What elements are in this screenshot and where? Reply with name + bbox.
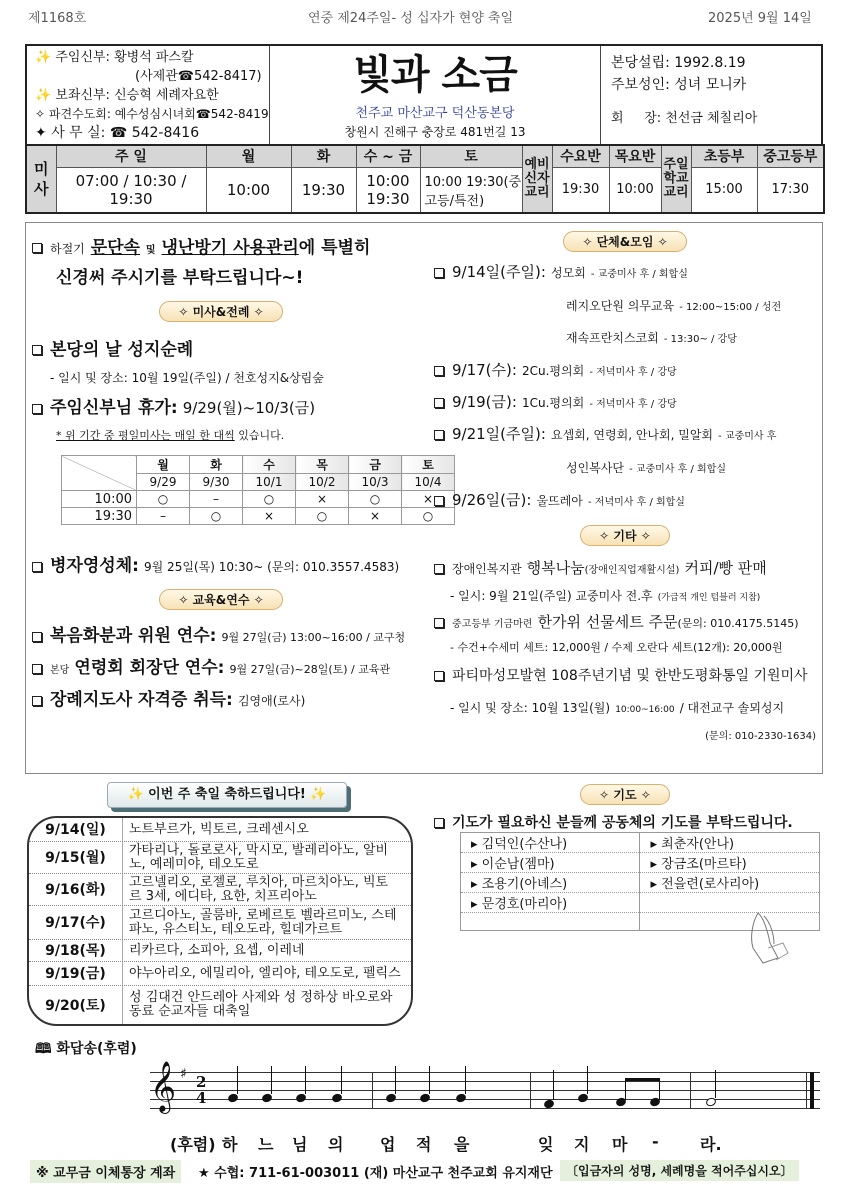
- lyric-syllable: 님: [292, 1135, 308, 1154]
- etc-item-3: [434, 665, 808, 685]
- edu2-prefix: 본당: [50, 665, 70, 676]
- group-name: 1Cu.평의회: [522, 396, 585, 410]
- list-item: [29, 874, 413, 906]
- etc3-date: - 일시 및 장소: 10월 13일(월): [450, 701, 611, 715]
- group-date: 9/19(금):: [452, 393, 517, 411]
- mass-label: 미사: [26, 145, 56, 213]
- section-education: [26, 589, 416, 610]
- checkbox-icon: [434, 564, 444, 574]
- group-detail: - 교중미사 후 / 회합실: [629, 464, 727, 475]
- feast-date: 9/17(수): [29, 906, 123, 939]
- section-liturgy-label: ✧ 미사&전례 ✧: [159, 301, 282, 322]
- group-date: 9/14일(주일):: [452, 263, 546, 281]
- date-header: 9/30: [190, 474, 243, 491]
- feast-names: 야누아리오, 에밀리아, 엘리야, 테오도로, 펠릭스: [129, 966, 401, 981]
- pastor-label: 주임신부: 황병석 파스칼: [55, 50, 194, 65]
- date-header: 9/29: [137, 474, 190, 491]
- time-elementary: 15:00: [691, 167, 757, 213]
- checkbox-icon: [32, 345, 42, 355]
- etc1-c: (장애인직업재활시설): [584, 565, 680, 576]
- edu1-title: 복음화분과 위원 연수:: [50, 626, 217, 646]
- religious-label: 파견수도회: 예수성심시녀회☎542-8419: [48, 107, 269, 121]
- vacation-note-underlined: * 위 기간 중 평일미사는 매일 한 대씩: [56, 429, 235, 442]
- list-item: ▸ 이순남(젬마) ▸ 장금조(마르타): [461, 853, 820, 873]
- vacation-title: [32, 393, 315, 418]
- sunday-school-label: 주일학교 교리: [661, 145, 691, 213]
- list-item: ▸ 조용기(아녜스) ▸ 전을련(로사리아): [461, 873, 820, 893]
- mark-cell: ○: [349, 491, 402, 508]
- header-wed-fri: 수 ~ 금: [356, 145, 420, 167]
- time-cell: 10:00: [62, 491, 137, 508]
- issue-date: 2025년 9월 14일: [708, 11, 812, 26]
- lyric-syllable: 하: [222, 1135, 238, 1154]
- checkbox-icon: [434, 818, 444, 828]
- section-education-label: ✧ 교육&연수 ✧: [159, 589, 282, 610]
- group-name: 성인복사단: [566, 461, 624, 475]
- parish-info: [600, 46, 823, 146]
- day-header: 화: [190, 456, 243, 474]
- parish-address: 창원시 진해구 충장로 481번길 13: [344, 125, 526, 139]
- notice-hvac-text: 냉난방기 사용관리: [161, 238, 299, 258]
- mark-cell: ○: [137, 491, 190, 508]
- group-entry: [434, 261, 688, 282]
- time-thu-class: 10:00: [609, 167, 661, 213]
- issue-number: 제1168호: [28, 11, 87, 26]
- vacation-dates: 9/29(월)~10/3(금): [182, 399, 316, 417]
- list-item: [29, 962, 413, 986]
- feast-names: 고르넬리오, 로젤로, 루치아, 마르치아노, 빅토르 3세, 에디타, 요한, 치프리아노: [129, 875, 389, 904]
- sick-title: 병자영성체:: [50, 556, 139, 576]
- etc1-b: 행복나눔: [526, 559, 585, 577]
- prayer-title: 기도가 필요하신 분들께 공동체의 기도를 부탁드립니다.: [452, 815, 793, 831]
- etc3-time: 10:00~16:00: [615, 705, 675, 715]
- day-header: 목: [296, 456, 349, 474]
- day-header: 토: [402, 456, 455, 474]
- mark-cell: ×: [349, 508, 402, 525]
- clergy-info: [27, 46, 270, 146]
- group-date: 9/26일(금):: [452, 491, 532, 509]
- time-saturday: 10:00 19:30(중고등/특전): [420, 167, 522, 213]
- parish-name: 천주교 마산교구 덕산동본당: [355, 106, 515, 121]
- group-entry: [434, 489, 685, 510]
- group-entry: [566, 327, 737, 346]
- etc3-contact: (문의: 010-2330-1634): [705, 731, 816, 742]
- pilgrimage-detail: - 일시 및 장소: 10월 19일(주일) / 천호성지&상림숲: [50, 371, 324, 385]
- notice-doors: [32, 233, 370, 258]
- day-header: 금: [349, 456, 402, 474]
- group-detail: - 교중미사 후: [718, 431, 777, 442]
- mark-cell: ○: [190, 508, 243, 525]
- header-thu-class: 목요반: [609, 145, 661, 167]
- etc3-detail: [450, 697, 784, 716]
- edu3-detail: 김영애(로사): [237, 694, 306, 708]
- time-cell: 19:30: [62, 508, 137, 525]
- list-item: [29, 842, 413, 874]
- group-name: 레지오단원 의무교육: [566, 299, 675, 313]
- top-line: [0, 0, 848, 30]
- group-name: 울뜨레아: [536, 494, 583, 508]
- feast-title-banner: ✨ 이번 주 축일 축하드립니다! ✨: [107, 782, 347, 808]
- section-prayer-label: ✧ 기도 ✧: [580, 784, 670, 805]
- date-header: 10/4: [402, 474, 455, 491]
- section-groups-label: ✧ 단체&모임 ✧: [563, 231, 686, 252]
- religious-row: [35, 105, 269, 124]
- edu-item-3: [32, 685, 305, 710]
- lyric-syllable: -: [652, 1132, 659, 1151]
- rectory-phone: (사제관☎542-8417): [135, 69, 262, 84]
- checkbox-icon: [434, 671, 444, 681]
- etc-item-1: [434, 557, 767, 578]
- checkbox-icon: [32, 664, 42, 674]
- mark-cell: –: [137, 508, 190, 525]
- mark-cell: ×: [296, 491, 349, 508]
- group-name: 재속프란치스코회: [566, 331, 659, 345]
- prayer-name: 최춘자(안나): [661, 837, 735, 852]
- notice-suffix: 에 특별히: [298, 238, 371, 258]
- section-etc: [426, 525, 824, 546]
- feast-date: 9/15(월): [29, 842, 123, 873]
- feast-names: 성 김대건 안드레아 사제와 성 정하상 바오로와 동료 순교자들 대축일: [129, 990, 393, 1019]
- feast-date: 9/18(목): [29, 940, 123, 961]
- edu2-title: 연령회 회장단 연수:: [74, 658, 225, 678]
- book-icon: 🕮: [35, 1041, 52, 1057]
- edu2-detail: 9월 27일(금)~28일(토) / 교육관: [229, 663, 391, 676]
- group-entry: [566, 295, 781, 314]
- vacation-mass-table: [61, 455, 455, 525]
- prayer-name: 장금조(마르타): [661, 857, 747, 872]
- group-entry: [434, 359, 677, 380]
- edu-item-1: [32, 621, 405, 646]
- prayer-name: 김덕인(수산나): [481, 837, 568, 852]
- masthead: [25, 44, 823, 144]
- star-icon: ✦: [35, 125, 47, 141]
- group-entry: [434, 391, 677, 412]
- office-label: 사 무 실: ☎ 542-8416: [51, 125, 200, 141]
- time-tuesday: 19:30: [291, 167, 356, 213]
- mark-cell: ○: [402, 508, 455, 525]
- etc3-title: 파티마성모발현 108주년기념 및 한반도평화통일 기원미사: [452, 668, 808, 684]
- pastor-row: [35, 48, 269, 67]
- prayer-name: 문경호(마리아): [481, 897, 568, 912]
- music-staff: [150, 1061, 820, 1112]
- lyric-syllable: 을: [454, 1135, 470, 1154]
- header-elementary: 초등부: [691, 145, 757, 167]
- mark-cell: ○: [243, 491, 296, 508]
- feast-names: 노트부르가, 빅토르, 크레센시오: [129, 822, 309, 837]
- list-item: [29, 986, 413, 1026]
- header-secondary: 중고등부: [757, 145, 824, 167]
- section-groups: [426, 231, 824, 252]
- donation-label: ※ 교무금 이체통장 계좌: [30, 1160, 181, 1183]
- header-wed-class: 수요반: [552, 145, 609, 167]
- feast-names: 가타리나, 돌로로사, 막시모, 발레리아노, 알비노, 예레미야, 테오도로: [129, 843, 389, 872]
- list-item: ▸ 김덕인(수산나) ▸ 최춘자(안나): [461, 833, 820, 853]
- treble-clef-icon: 𝄞: [150, 1061, 177, 1112]
- checkbox-icon: [32, 562, 42, 572]
- sparkle-icon: ✨: [35, 88, 52, 103]
- checkbox-icon: [434, 618, 444, 628]
- group-detail: - 13:30~ / 강당: [663, 334, 737, 345]
- lyric-syllable: 잊: [538, 1135, 554, 1154]
- pilgrimage-title: [32, 335, 193, 360]
- sick-detail: 9월 25일(목) 10:30~ (문의: 010.3557.4583): [144, 560, 400, 574]
- vacation-note-end: 있습니다.: [234, 429, 285, 442]
- checkbox-icon: [32, 632, 42, 642]
- etc2-b: 한가위 선물세트 주문: [537, 613, 678, 631]
- group-name: 2Cu.평의회: [522, 364, 585, 378]
- prayer-request: [434, 812, 793, 832]
- notice-line2: 신경써 주시기를 부탁드립니다~!: [56, 268, 304, 288]
- prayer-name: 전을련(로사리아): [661, 877, 760, 892]
- time-signature-icon: 2 4: [196, 1073, 207, 1107]
- vacation-label: 주임신부님 휴가:: [50, 398, 178, 418]
- checkbox-icon: [434, 366, 444, 376]
- section-etc-label: ✧ 기타 ✧: [580, 525, 670, 546]
- group-detail: - 저녁미사 후 / 강당: [589, 399, 677, 410]
- feast-date: 9/16(화): [29, 874, 123, 905]
- header-saturday: 토: [420, 145, 522, 167]
- checkbox-icon: [434, 398, 444, 408]
- group-date: 9/21일(주일):: [452, 425, 546, 443]
- list-item: [29, 940, 413, 962]
- etc1-d: 커피/빵 판매: [684, 559, 767, 577]
- feast-date: 9/14(일): [29, 818, 123, 841]
- day-header: 월: [137, 456, 190, 474]
- time-sunday: 07:00 / 10:30 / 19:30: [56, 167, 206, 213]
- feast-date: 9/19(금): [29, 962, 123, 985]
- group-detail: - 저녁미사 후 / 강당: [589, 367, 677, 378]
- patron-saint: 주보성인: 성녀 모니카: [611, 77, 747, 93]
- lyric-syllable: (후렴): [170, 1135, 216, 1154]
- etc3-place: / 대전교구 솔뫼성지: [679, 701, 785, 715]
- deposit-instruction: 〔입금자의 성명, 세례명을 적어주십시오〕: [560, 1160, 799, 1181]
- vacation-note: [56, 427, 284, 443]
- group-name: 요셉회, 연령회, 안나회, 밀알회: [551, 428, 714, 442]
- etc2-c: (문의: 010.4175.5145): [677, 617, 799, 630]
- assistant-label: 보좌신부: 신승혁 세례자요한: [55, 88, 219, 103]
- checkbox-icon: [434, 268, 444, 278]
- etc1-a: 장애인복지관: [452, 562, 522, 576]
- feast-days-list: [27, 816, 413, 1026]
- header-monday: 월: [206, 145, 291, 167]
- section-prayer: [430, 784, 820, 805]
- etc2-detail: - 수건+수세미 세트: 12,000원 / 수제 오란다 세트(12개): 20,000원: [450, 641, 783, 654]
- feast-names: 고르디아노, 골룸바, 로베르토 벨라르미노, 스테파노, 유스티노, 테오도라, 힐데가르트: [129, 908, 397, 937]
- list-item: ▸ 문경호(마리아): [461, 893, 820, 913]
- logo-block: [270, 46, 600, 146]
- prayer-name: 조용기(아녜스): [481, 877, 568, 892]
- mass-schedule-table: [25, 144, 825, 214]
- feast-date: 9/20(토): [29, 986, 123, 1026]
- etc1-note: (가급적 개인 텀블러 지참): [657, 593, 761, 603]
- founded-date: 본당설립: 1992.8.19: [611, 55, 746, 71]
- mark-cell: ×: [243, 508, 296, 525]
- time-wed-fri: 10:00 19:30: [356, 167, 420, 213]
- header-tuesday: 화: [291, 145, 356, 167]
- date-header: 10/2: [296, 474, 349, 491]
- group-detail: - 저녁미사 후 / 회합실: [588, 497, 685, 508]
- lyric-syllable: 의: [328, 1135, 344, 1154]
- mark-cell: ×: [402, 491, 455, 508]
- announcements-box: [25, 222, 823, 774]
- lyric-syllable: 업: [380, 1135, 396, 1154]
- header-sunday: 주 일: [56, 145, 206, 167]
- group-entry: [434, 423, 776, 444]
- notice-and: 및: [145, 245, 156, 256]
- list-item: [29, 818, 413, 842]
- group-detail: - 12:00~15:00 / 성전: [679, 302, 782, 313]
- edu-item-2: [32, 653, 390, 678]
- notice-door-text: 문단속: [90, 238, 140, 258]
- psalm-heading: [35, 1038, 137, 1062]
- psalm-title: 화답송(후렴): [56, 1041, 137, 1057]
- office-row: [35, 124, 269, 143]
- time-monday: 10:00: [206, 167, 291, 213]
- checkbox-icon: [32, 696, 42, 706]
- catechism-label: 예비신자 교리: [522, 145, 552, 213]
- praying-hands-icon: [738, 908, 798, 968]
- edu3-title: 장례지도사 자격증 취득:: [50, 690, 233, 710]
- donation-footer: [30, 1160, 820, 1182]
- checkbox-icon: [32, 404, 42, 414]
- date-header: 10/1: [243, 474, 296, 491]
- mark-cell: –: [190, 491, 243, 508]
- feast-names: 리카르다, 소피아, 요셉, 이레네: [129, 943, 305, 958]
- newsletter-logo: 빛과 소금: [353, 51, 517, 98]
- etc1-detail: [450, 585, 760, 604]
- etc1-detail-text: - 일시: 9월 21일(주일) 교중미사 전.후: [450, 589, 653, 603]
- checkbox-icon: [434, 496, 444, 506]
- lyric-syllable: 지: [574, 1135, 590, 1154]
- etc-item-2: [434, 611, 799, 632]
- lyric-syllable: 적: [416, 1135, 432, 1154]
- list-item: [29, 906, 413, 940]
- mark-cell: ○: [296, 508, 349, 525]
- etc2-a: 중고등부 기금마련: [452, 619, 533, 630]
- day-header: 수: [243, 456, 296, 474]
- date-header: 10/3: [349, 474, 402, 491]
- table-row: [62, 508, 455, 525]
- sparkle-icon: ✨: [35, 50, 52, 65]
- group-date: 9/17(수):: [452, 361, 517, 379]
- pilgrimage-text: 본당의 날 성지순례: [50, 340, 194, 360]
- group-detail: - 교중미사 후 / 회합실: [590, 269, 688, 280]
- lyric-syllable: 마: [612, 1135, 628, 1154]
- group-entry: [566, 457, 726, 476]
- checkbox-icon: [434, 430, 444, 440]
- council-president: 회 장: 천선금 체칠리아: [611, 111, 758, 126]
- checkbox-icon: [32, 243, 42, 253]
- section-liturgy: [26, 301, 416, 322]
- notice-prefix: 하절기: [50, 242, 85, 256]
- assistant-row: [35, 86, 269, 105]
- sick-communion: [32, 551, 399, 576]
- group-name: 성모회: [551, 266, 586, 280]
- diamond-icon: ✧: [35, 107, 46, 121]
- lyric-syllable: 느: [258, 1135, 274, 1154]
- lyric-syllable: 라.: [700, 1135, 722, 1154]
- table-row: [62, 491, 455, 508]
- time-secondary: 17:30: [757, 167, 824, 213]
- time-wed-class: 19:30: [552, 167, 609, 213]
- sharp-icon: ♯: [180, 1066, 187, 1082]
- liturgical-title: 연중 제24주일- 성 십자가 현양 축일: [308, 11, 514, 26]
- diagonal-cell: [62, 456, 137, 491]
- edu1-detail: 9월 27일(금) 13:00~16:00 / 교구청: [221, 631, 406, 644]
- prayer-name: 이순남(젬마): [481, 857, 555, 872]
- bank-account: ★ 수협: 711-61-003011 (재) 마산교구 천주교회 유지재단: [198, 1166, 553, 1181]
